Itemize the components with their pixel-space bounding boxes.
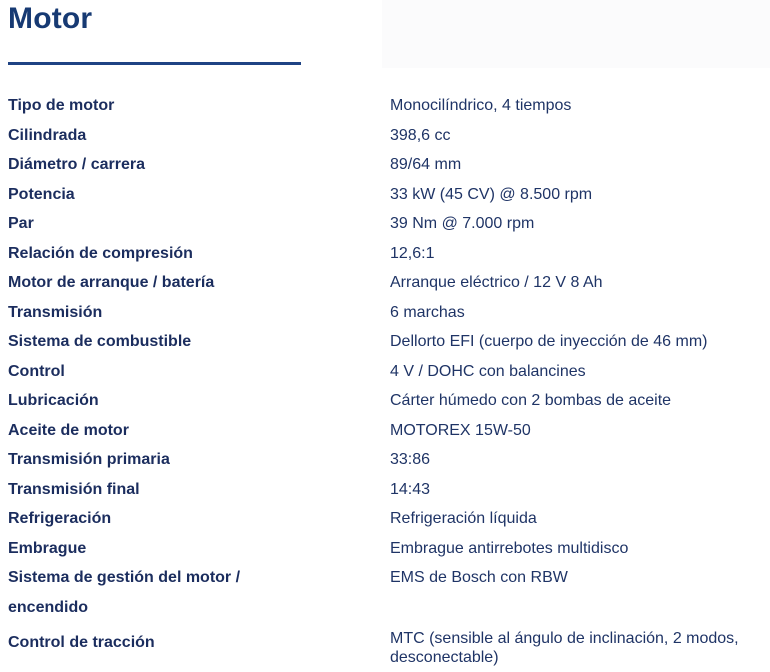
spec-value: 89/64 mm (390, 156, 462, 173)
spec-label: Aceite de motor (8, 421, 129, 439)
spec-label: Relación de compresión (8, 244, 193, 262)
title-underline (8, 62, 301, 65)
spec-value: 14:43 (390, 480, 431, 498)
spec-label: Refrigeración (8, 510, 112, 527)
spec-value: Cárter húmedo con 2 bombas de aceite (390, 392, 672, 409)
spec-value: Embrague antirrebotes multidisco (390, 539, 629, 557)
spec-label: Cilindrada (8, 126, 87, 144)
spec-label: Control de tracción (8, 634, 155, 651)
spec-value: 6 marchas (390, 303, 465, 321)
spec-value: EMS de Bosch con RBW (390, 569, 568, 586)
spec-label: Transmisión (8, 303, 103, 321)
spec-label: Transmisión final (8, 480, 140, 498)
spec-value: Arranque eléctrico / 12 V 8 Ah (390, 274, 603, 291)
spec-value: 33 kW (45 CV) @ 8.500 rpm (390, 185, 593, 203)
spec-label: Control (8, 362, 65, 380)
spec-label: Sistema de gestión del motor / encendido (8, 569, 241, 616)
spec-label: Transmisión primaria (8, 451, 170, 468)
spec-label: Motor de arranque / batería (8, 274, 215, 291)
spec-value: MTC (sensible al ángulo de inclinación, 2 modos, desconectable) (390, 630, 739, 666)
spec-label: Tipo de motor (8, 97, 115, 114)
spec-value: 398,6 cc (390, 126, 451, 144)
spec-value: Refrigeración líquida (390, 510, 537, 527)
spec-value: 33:86 (390, 451, 431, 468)
spec-value: 4 V / DOHC con balancines (390, 362, 586, 380)
spec-label: Lubricación (8, 392, 99, 409)
spec-value: Dellorto EFI (cuerpo de inyección de 46 mm) (390, 333, 708, 350)
header-background (382, 0, 770, 68)
spec-label: Sistema de combustible (8, 333, 192, 350)
spec-value: 39 Nm @ 7.000 rpm (390, 215, 535, 232)
spec-value: 12,6:1 (390, 244, 435, 262)
spec-label: Potencia (8, 185, 75, 203)
spec-value: Monocilíndrico, 4 tiempos (390, 97, 572, 114)
spec-value: MOTOREX 15W-50 (390, 421, 531, 439)
section-title: Motor (8, 2, 93, 35)
spec-label: Diámetro / carrera (8, 156, 145, 173)
spec-label: Embrague (8, 539, 87, 557)
spec-label: Par (8, 215, 34, 232)
